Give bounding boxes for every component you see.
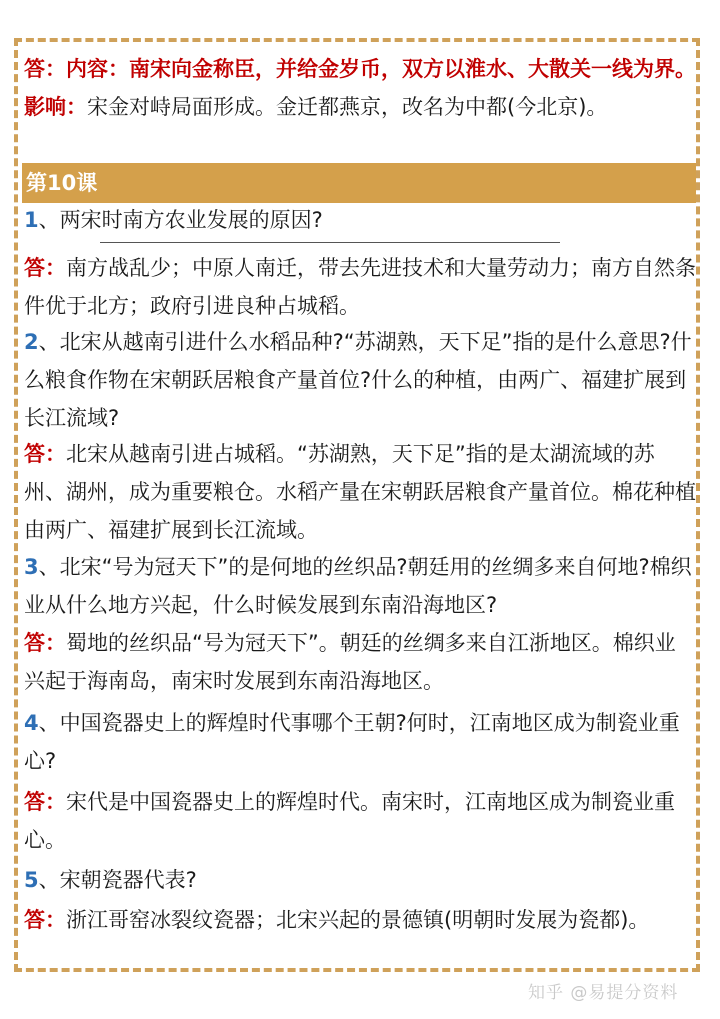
question-text: 、北宋从越南引进什么水稻品种?“苏湖熟，天下足”指的是什么意思?什么粮食作物在宋朝跃居粮食产量首位?什么的种植，由两广、福建扩展到长江流域?	[24, 330, 692, 430]
question-number: 3	[24, 555, 39, 579]
answer-text: 蜀地的丝织品“号为冠天下”。朝廷的丝绸多来自江浙地区。棉织业兴起于海南岛，南宋时发展到东南沿海地区。	[24, 631, 676, 693]
question-4	[24, 704, 696, 780]
question-number: 2	[24, 330, 39, 354]
answer-1	[24, 249, 696, 325]
question-2	[24, 323, 696, 437]
answer-text: 宋代是中国瓷器史上的辉煌时代。南宋时，江南地区成为制瓷业重心。	[24, 790, 675, 852]
answer-label: 答：	[24, 442, 66, 466]
answer-label: 答：	[24, 57, 66, 81]
answer-text: 北宋从越南引进占城稻。“苏湖熟，天下足”指的是太湖流域的苏州、湖州，成为重要粮仓。水稻产量在宋朝跃居粮食产量首位。棉花种植由两广、福建扩展到长江流域。	[24, 442, 696, 542]
lesson-title: 第10课	[22, 163, 696, 203]
impact-text: 宋金对峙局面形成。金迁都燕京，改名为中都(今北京)。	[87, 95, 608, 119]
question-text: 、两宋时南方农业发展的原因?	[38, 208, 323, 232]
answer-4	[24, 783, 696, 859]
question-number: 4	[24, 711, 39, 735]
impact-label: 影响：	[24, 95, 87, 119]
answer-text: 浙江哥窑冰裂纹瓷器；北宋兴起的景德镇(明朝时发展为瓷都)。	[66, 908, 650, 932]
answer-label: 答：	[24, 256, 66, 280]
question-text: 、宋朝瓷器代表?	[38, 868, 197, 892]
answer-2	[24, 435, 696, 549]
question-number: 1	[24, 208, 39, 232]
answer-label: 答：	[24, 631, 66, 655]
divider-line	[100, 242, 560, 243]
answer-label: 答：	[24, 790, 66, 814]
answer-5	[24, 901, 696, 939]
question-text: 、北宋“号为冠天下”的是何地的丝织品?朝廷用的丝绸多来自何地?棉织业从什么地方兴起，什么时候发展到东南沿海地区?	[24, 555, 692, 617]
answer-label: 答：	[24, 908, 66, 932]
watermark: 知乎 @易提分资料	[528, 983, 679, 1003]
intro-answer	[24, 50, 696, 126]
content-text: 南宋向金称臣，并给金岁币，双方以淮水、大散关一线为界。	[129, 57, 696, 81]
question-text: 、中国瓷器史上的辉煌时代事哪个王朝?何时，江南地区成为制瓷业重心?	[24, 711, 680, 773]
question-1	[24, 201, 696, 239]
answer-text: 南方战乱少；中原人南迁，带去先进技术和大量劳动力；南方自然条件优于北方；政府引进良种占城稻。	[24, 256, 696, 318]
question-number: 5	[24, 868, 39, 892]
question-5	[24, 861, 696, 899]
answer-3	[24, 624, 696, 700]
question-3	[24, 548, 696, 624]
content-label: 内容：	[66, 57, 129, 81]
